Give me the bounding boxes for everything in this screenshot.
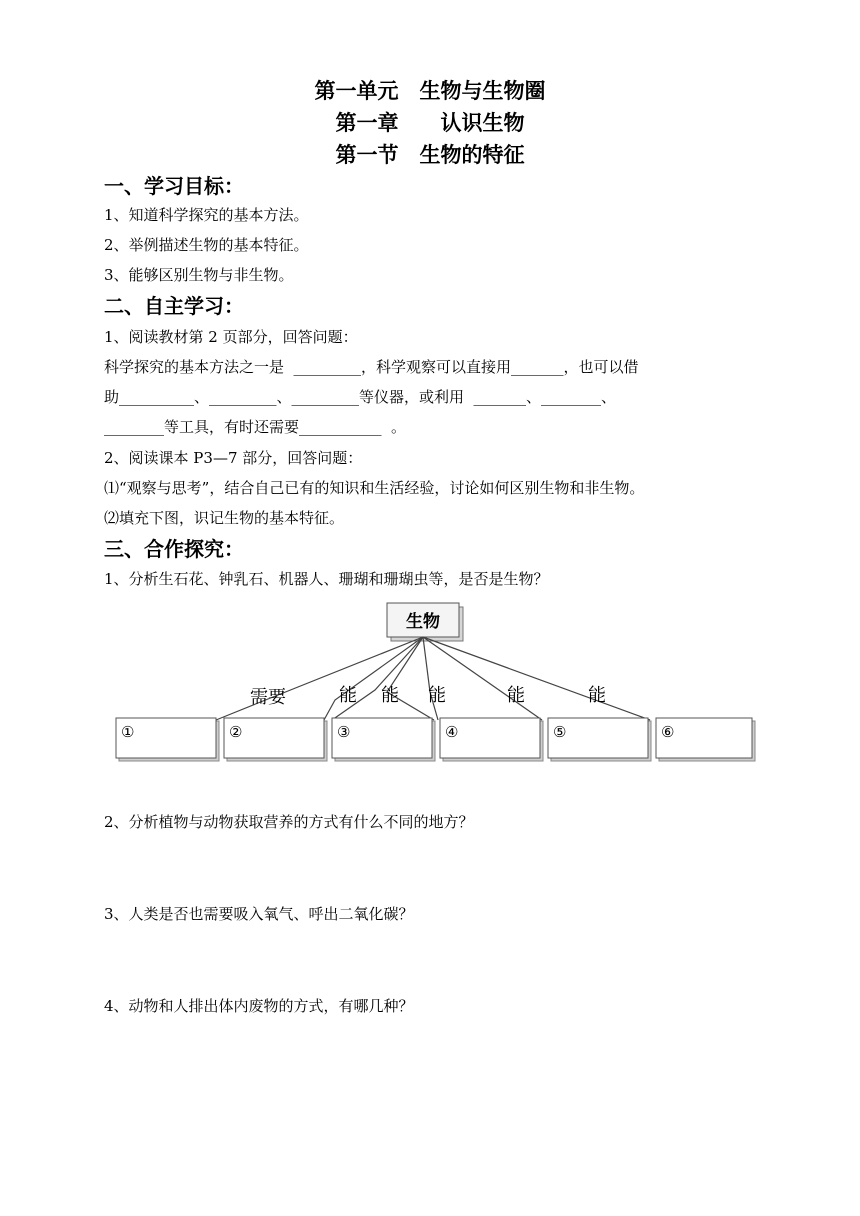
goal-3: 3、能够区别生物与非生物。 (104, 266, 294, 284)
heading-self-study: 二、自主学习： (104, 294, 244, 318)
characteristics-diagram (110, 600, 760, 770)
inquiry-question-1: 1、分析生石花、钟乳石、机器人、珊瑚和珊瑚虫等，是否是生物？ (104, 570, 549, 588)
root-node-label: 生物 (406, 612, 440, 632)
box-2-number: ② (229, 723, 243, 741)
unit-title: 第一单元 生物与生物圈 (314, 78, 546, 103)
answer-box-4[interactable] (440, 718, 543, 761)
answer-box-3[interactable] (332, 718, 435, 761)
goal-2: 2、举例描述生物的基本特征。 (104, 236, 309, 254)
section-title: 第一节 生物的特征 (335, 142, 525, 167)
heading-cooperative-inquiry: 三、合作探究： (104, 537, 244, 561)
self-study-line-6: ⑴“观察与思考”，结合自己已有的知识和生活经验，讨论如何区别生物和非生物。 (104, 479, 645, 497)
edge-label-can-1: 能 (339, 685, 357, 706)
answer-box-2[interactable] (224, 718, 327, 761)
answer-box-5[interactable] (548, 718, 651, 761)
box-1-number: ① (121, 723, 135, 741)
self-study-line-3: 助__________、_________、_________等仪器，或利用 _______、________、 (104, 388, 617, 406)
goal-1: 1、知道科学探究的基本方法。 (104, 206, 309, 224)
edge-label-need: 需要 (250, 687, 286, 708)
answer-box-6[interactable] (656, 718, 755, 761)
inquiry-question-3: 3、人类是否也需要吸入氧气、呼出二氧化碳？ (104, 905, 414, 923)
box-5-number: ⑤ (553, 723, 567, 741)
edge-label-can-5: 能 (588, 685, 606, 706)
inquiry-question-2: 2、分析植物与动物获取营养的方式有什么不同的地方？ (104, 813, 474, 831)
inquiry-question-4: 4、动物和人排出体内废物的方式，有哪几种？ (104, 997, 414, 1015)
edge-label-can-2: 能 (381, 685, 399, 706)
answer-box-1[interactable] (116, 718, 219, 761)
self-study-line-4: ________等工具，有时还需要___________ 。 (104, 418, 407, 436)
box-6-number: ⑥ (661, 723, 675, 741)
box-3-number: ③ (337, 723, 351, 741)
edge-label-can-4: 能 (507, 685, 525, 706)
self-study-line-5: 2、阅读课本 P3—7 部分，回答问题： (104, 449, 363, 467)
edge-label-can-3: 能 (428, 685, 446, 706)
self-study-line-1: 1、阅读教材第 2 页部分，回答问题： (104, 328, 358, 346)
self-study-line-2: 科学探究的基本方法之一是 _________，科学观察可以直接用_______，也可以借 (104, 358, 639, 376)
heading-learning-goals: 一、学习目标： (104, 174, 244, 198)
self-study-line-7: ⑵填充下图，识记生物的基本特征。 (104, 509, 345, 527)
box-4-number: ④ (445, 723, 459, 741)
chapter-title: 第一章 认识生物 (335, 110, 525, 135)
